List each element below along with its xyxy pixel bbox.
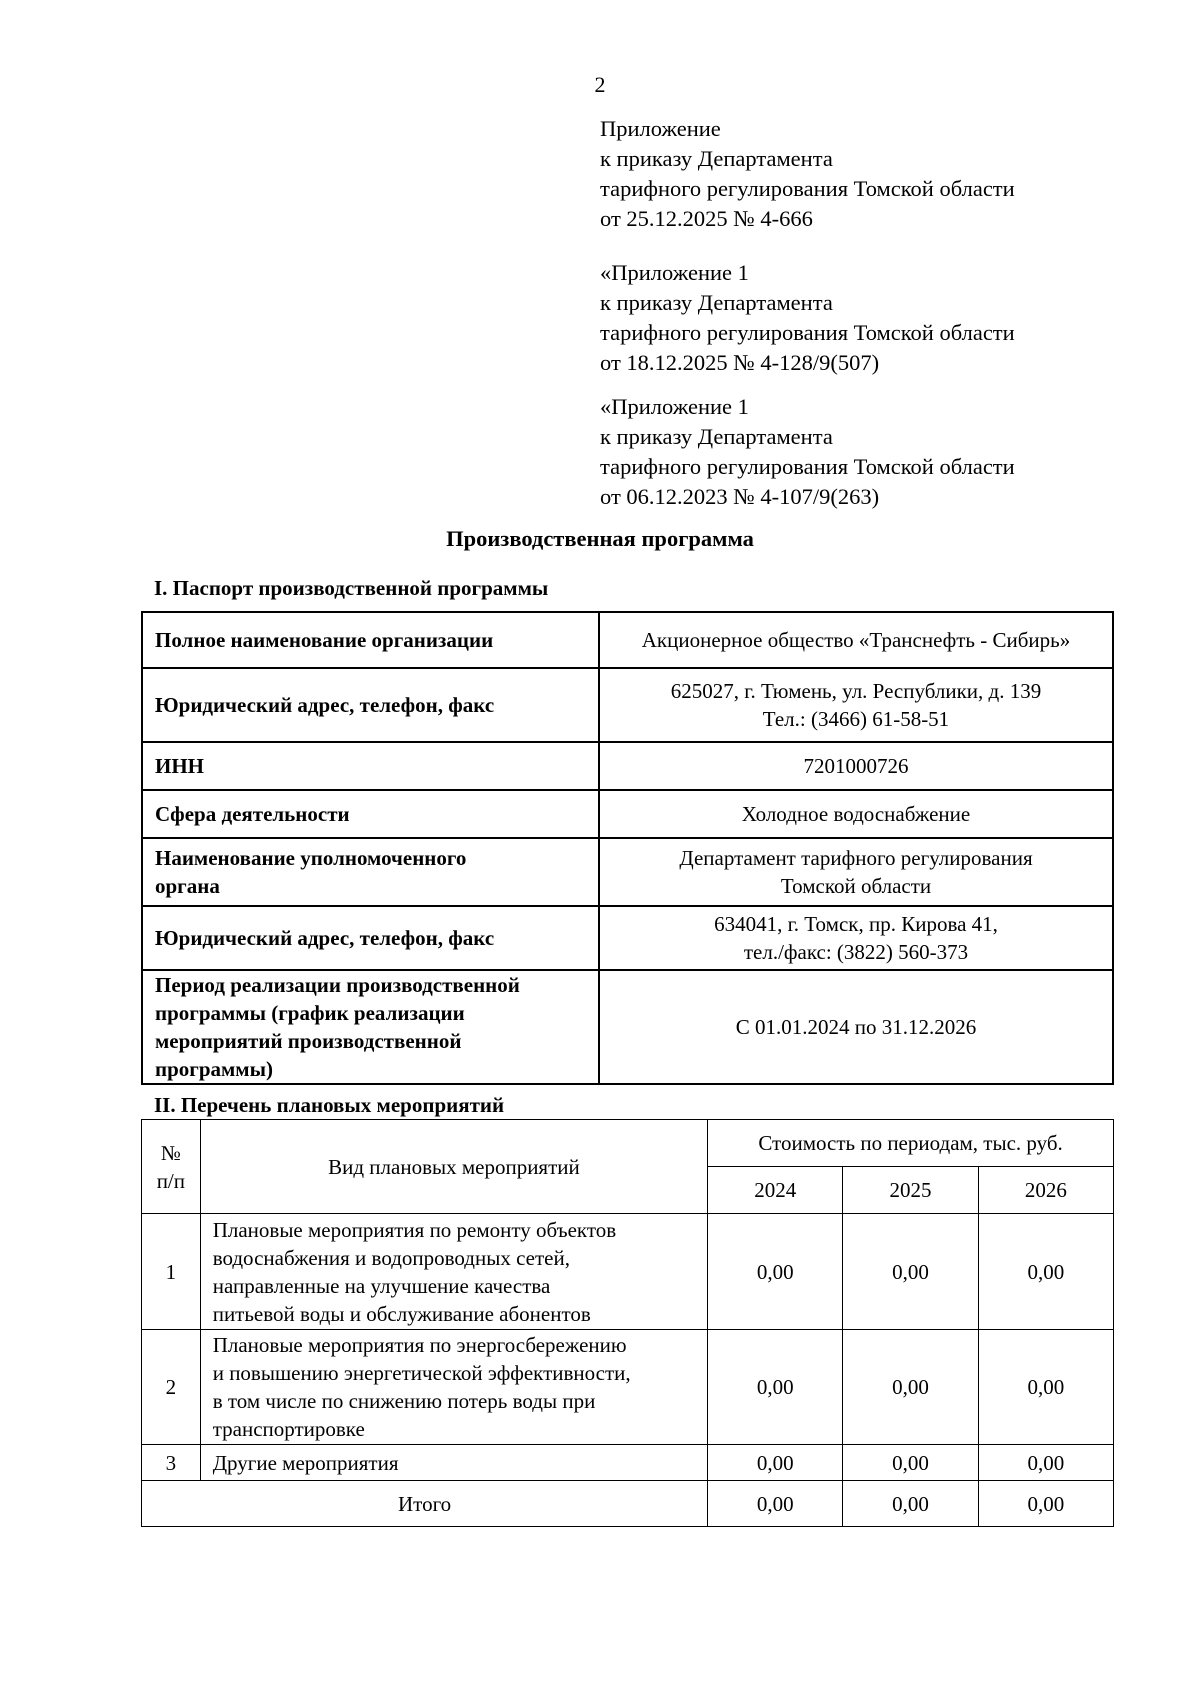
header-line: тарифного регулирования Томской области xyxy=(600,320,1015,345)
cost-value: 0,00 xyxy=(978,1330,1113,1445)
table-row xyxy=(142,1214,1114,1330)
column-header-cost: Стоимость по периодам, тыс. руб. xyxy=(708,1120,1114,1167)
header-line: «Приложение 1 xyxy=(600,260,749,285)
label-line: Полное наименование организации xyxy=(155,628,494,652)
table-header-row xyxy=(142,1120,1114,1167)
total-label: Итого xyxy=(142,1481,708,1527)
total-row xyxy=(142,1481,1114,1527)
table-row xyxy=(142,1330,1114,1445)
row-number: 1 xyxy=(142,1214,201,1330)
column-header-year: 2026 xyxy=(978,1167,1113,1214)
value-line: 625027, г. Тюмень, ул. Республики, д. 139 xyxy=(670,679,1042,703)
label-line: программы) xyxy=(155,1057,273,1081)
value-line: Холодное водоснабжение xyxy=(741,802,971,826)
name-line: Плановые мероприятия по ремонту объектов xyxy=(212,1217,617,1242)
total-value: 0,00 xyxy=(708,1481,843,1527)
section-passport-title: I. Паспорт производственной программы xyxy=(154,576,549,600)
header-line: к приказу Департамента xyxy=(600,146,833,171)
label-line: Сфера деятельности xyxy=(155,802,350,826)
header-line: тарифного регулирования Томской области xyxy=(600,454,1015,479)
name-line: в том числе по снижению потерь воды при xyxy=(212,1389,596,1413)
table-row xyxy=(142,668,1113,742)
column-header-number xyxy=(142,1120,201,1214)
header-line: от 25.12.2025 № 4-666 xyxy=(600,206,813,231)
cost-value: 0,00 xyxy=(708,1330,843,1445)
passport-value xyxy=(599,838,1113,906)
name-line: и повышению энергетической эффективности, xyxy=(212,1361,631,1385)
table-row xyxy=(142,970,1113,1084)
passport-label xyxy=(142,970,599,1084)
cost-value: 0,00 xyxy=(978,1214,1113,1330)
passport-label xyxy=(142,906,599,970)
passport-value xyxy=(599,742,1113,790)
approval-header-2025 xyxy=(600,258,1120,378)
document-title: Производственная программа xyxy=(446,526,754,551)
measure-name xyxy=(200,1214,707,1330)
passport-label xyxy=(142,838,599,906)
table-row xyxy=(142,906,1113,970)
value-line: 634041, г. Томск, пр. Кирова 41, xyxy=(714,912,998,936)
measures-table xyxy=(141,1119,1114,1527)
header-line: п/п xyxy=(156,1168,185,1193)
header-line: «Приложение 1 xyxy=(600,394,749,419)
passport-value xyxy=(599,906,1113,970)
cost-value: 0,00 xyxy=(708,1214,843,1330)
label-line: органа xyxy=(155,874,220,898)
total-value: 0,00 xyxy=(978,1481,1113,1527)
table-row xyxy=(142,742,1113,790)
name-line: водоснабжения и водопроводных сетей, xyxy=(212,1245,570,1270)
table-row xyxy=(142,838,1113,906)
header-line: от 06.12.2023 № 4-107/9(263) xyxy=(600,484,880,509)
passport-value xyxy=(599,612,1113,668)
passport-label xyxy=(142,742,599,790)
total-value: 0,00 xyxy=(843,1481,978,1527)
header-line: тарифного регулирования Томской области xyxy=(600,176,1015,201)
column-header-year: 2025 xyxy=(843,1167,978,1214)
passport-label xyxy=(142,790,599,838)
name-line: Плановые мероприятия по энергосбережению xyxy=(212,1333,627,1357)
value-line: 7201000726 xyxy=(803,754,909,778)
measure-name xyxy=(200,1330,707,1445)
label-line: мероприятий производственной xyxy=(155,1029,462,1053)
cost-value: 0,00 xyxy=(708,1445,843,1481)
header-line: к приказу Департамента xyxy=(600,424,833,449)
label-line: программы (график реализации xyxy=(155,1001,465,1025)
row-number: 2 xyxy=(142,1330,201,1445)
cost-value: 0,00 xyxy=(978,1445,1113,1481)
approval-header-2023 xyxy=(600,392,1120,512)
label-line: Юридический адрес, телефон, факс xyxy=(155,926,495,950)
label-line: ИНН xyxy=(155,754,205,778)
header-line: от 18.12.2025 № 4-128/9(507) xyxy=(600,350,880,375)
value-line: Акционерное общество «Транснефть - Сибирь» xyxy=(641,628,1071,652)
label-line: Период реализации производственной xyxy=(155,973,520,997)
row-number: 3 xyxy=(142,1445,201,1481)
label-line: Наименование уполномоченного xyxy=(155,846,467,870)
name-line: транспортировке xyxy=(212,1417,365,1441)
table-row xyxy=(142,790,1113,838)
column-header-measure: Вид плановых мероприятий xyxy=(200,1120,707,1214)
approval-header-current xyxy=(600,114,1120,234)
header-line: Приложение xyxy=(600,116,721,141)
value-line: Тел.: (3466) 61-58-51 xyxy=(762,707,950,731)
passport-label xyxy=(142,668,599,742)
table-row xyxy=(142,1445,1114,1481)
label-line: Юридический адрес, телефон, факс xyxy=(155,693,495,717)
value-line: Департамент тарифного регулирования xyxy=(679,846,1033,870)
value-line: Томской области xyxy=(780,874,932,898)
passport-label xyxy=(142,612,599,668)
section-measures-title: II. Перечень плановых мероприятий xyxy=(154,1093,505,1117)
passport-value xyxy=(599,668,1113,742)
page-number: 2 xyxy=(594,72,606,97)
cost-value: 0,00 xyxy=(843,1214,978,1330)
passport-value xyxy=(599,790,1113,838)
name-line: питьевой воды и обслуживание абонентов xyxy=(212,1301,591,1326)
value-line: С 01.01.2024 по 31.12.2026 xyxy=(735,1015,977,1039)
name-line: Другие мероприятия xyxy=(212,1450,399,1475)
cost-value: 0,00 xyxy=(843,1445,978,1481)
value-line: тел./факс: (3822) 560-373 xyxy=(743,940,969,964)
measure-name xyxy=(200,1445,707,1481)
column-header-year: 2024 xyxy=(708,1167,843,1214)
cost-value: 0,00 xyxy=(843,1330,978,1445)
header-line: № xyxy=(160,1140,181,1165)
passport-value xyxy=(599,970,1113,1084)
passport-table xyxy=(141,611,1114,1085)
table-row xyxy=(142,612,1113,668)
name-line: направленные на улучшение качества xyxy=(212,1273,551,1298)
header-line: к приказу Департамента xyxy=(600,290,833,315)
